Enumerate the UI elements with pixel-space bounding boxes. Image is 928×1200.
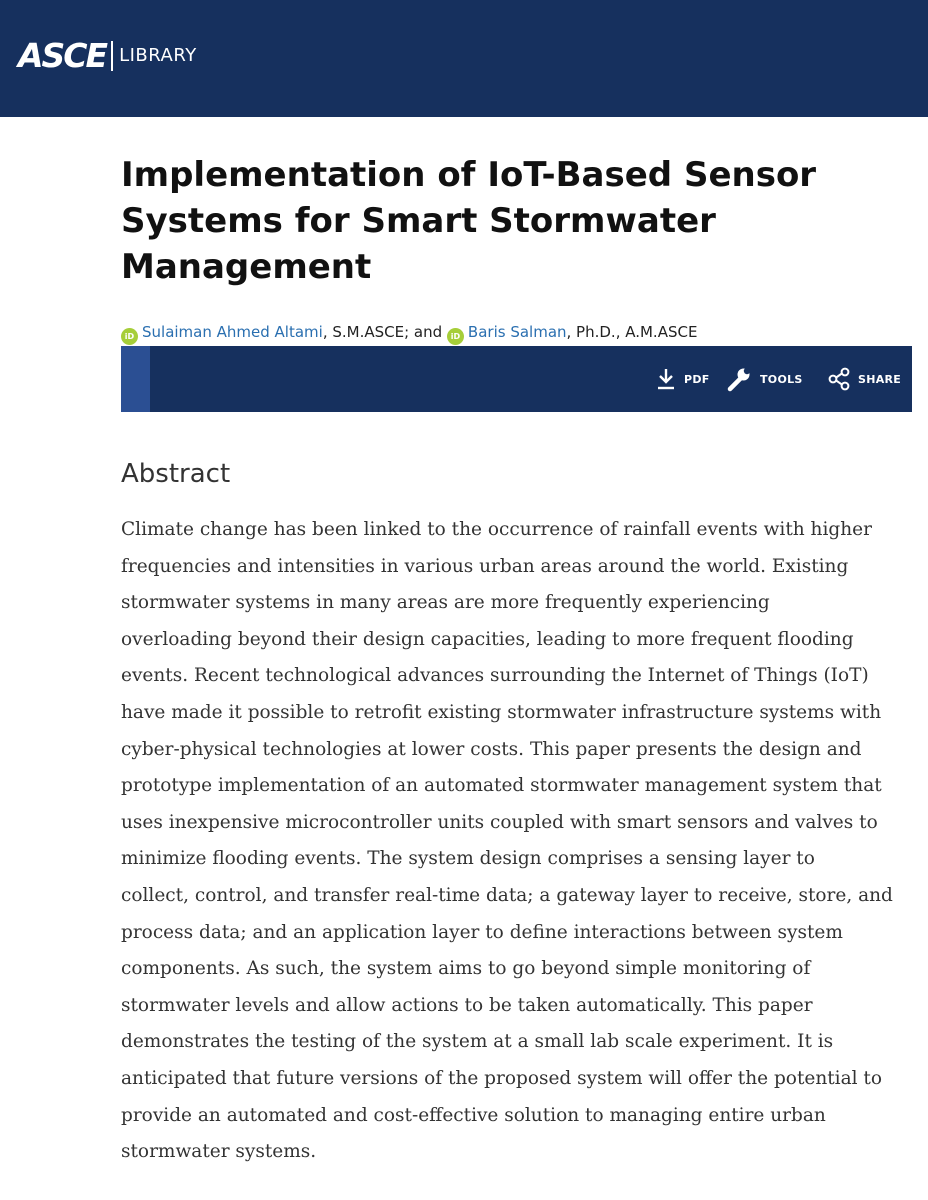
abstract-line: process data; and an application layer to define interactions between system	[121, 921, 843, 943]
share-button[interactable]	[828, 366, 901, 392]
share-label: SHARE	[858, 372, 902, 386]
download-icon	[656, 367, 676, 391]
abstract-line: stormwater systems.	[121, 1141, 317, 1163]
author-link[interactable]: Baris Salman	[467, 323, 567, 341]
author-affiliation: , Ph.D., A.M.ASCE	[566, 323, 698, 341]
logo-sub: LIBRARY	[119, 45, 197, 66]
orcid-icon[interactable]: iD	[447, 328, 464, 345]
toolbar-accent	[121, 346, 150, 412]
tools-label: TOOLS	[760, 372, 803, 386]
wrench-icon	[726, 366, 752, 392]
author-list	[121, 321, 697, 345]
abstract-line: minimize flooding events. The system design comprises a sensing layer to	[121, 848, 815, 870]
abstract-line: Climate change has been linked to the occurrence of rainfall events with higher	[121, 519, 872, 540]
site-header	[0, 0, 928, 117]
abstract-heading: Abstract	[121, 459, 231, 489]
orcid-icon[interactable]: iD	[121, 328, 138, 345]
logo-divider	[111, 41, 113, 71]
pdf-button[interactable]	[656, 366, 710, 392]
abstract-line: frequencies and intensities in various urban areas around the world. Existing	[121, 555, 849, 577]
abstract-line: have made it possible to retrofit existing stormwater infrastructure systems with	[121, 701, 882, 723]
article-toolbar	[121, 346, 912, 412]
abstract-line: stormwater levels and allow actions to be taken automatically. This paper	[121, 994, 813, 1016]
abstract-line: events. Recent technological advances surrounding the Internet of Things (IoT)	[121, 665, 869, 687]
abstract-line: cyber-physical technologies at lower costs. This paper presents the design and	[121, 738, 862, 760]
share-icon	[828, 367, 850, 391]
abstract-line: anticipated that future versions of the proposed system will offer the potential to	[121, 1067, 882, 1089]
abstract-line: uses inexpensive microcontroller units coupled with smart sensors and valves to	[121, 811, 878, 833]
article-title: Implementation of IoT-Based Sensor Systems for Smart Stormwater Management	[121, 155, 817, 287]
asce-library-logo[interactable]	[18, 36, 197, 76]
author-link[interactable]: Sulaiman Ahmed Altami	[142, 323, 323, 341]
abstract-line: overloading beyond their design capacities, leading to more frequent flooding	[121, 628, 854, 650]
abstract-line: stormwater systems in many areas are more frequently experiencing	[121, 592, 770, 614]
tools-button[interactable]	[726, 366, 803, 392]
author-affiliation: , S.M.ASCE; and	[322, 323, 443, 341]
pdf-label: PDF	[684, 372, 710, 386]
abstract-line: provide an automated and cost-effective solution to managing entire urban	[121, 1104, 826, 1126]
abstract-text	[121, 512, 921, 1171]
abstract-line: prototype implementation of an automated stormwater management system that	[121, 775, 882, 797]
logo-mark: ASCE	[18, 36, 107, 75]
abstract-line: demonstrates the testing of the system at a small lab scale experiment. It is	[121, 1031, 834, 1053]
abstract-line: collect, control, and transfer real-time data; a gateway layer to receive, store, and	[121, 884, 893, 906]
abstract-line: components. As such, the system aims to go beyond simple monitoring of	[121, 958, 811, 980]
